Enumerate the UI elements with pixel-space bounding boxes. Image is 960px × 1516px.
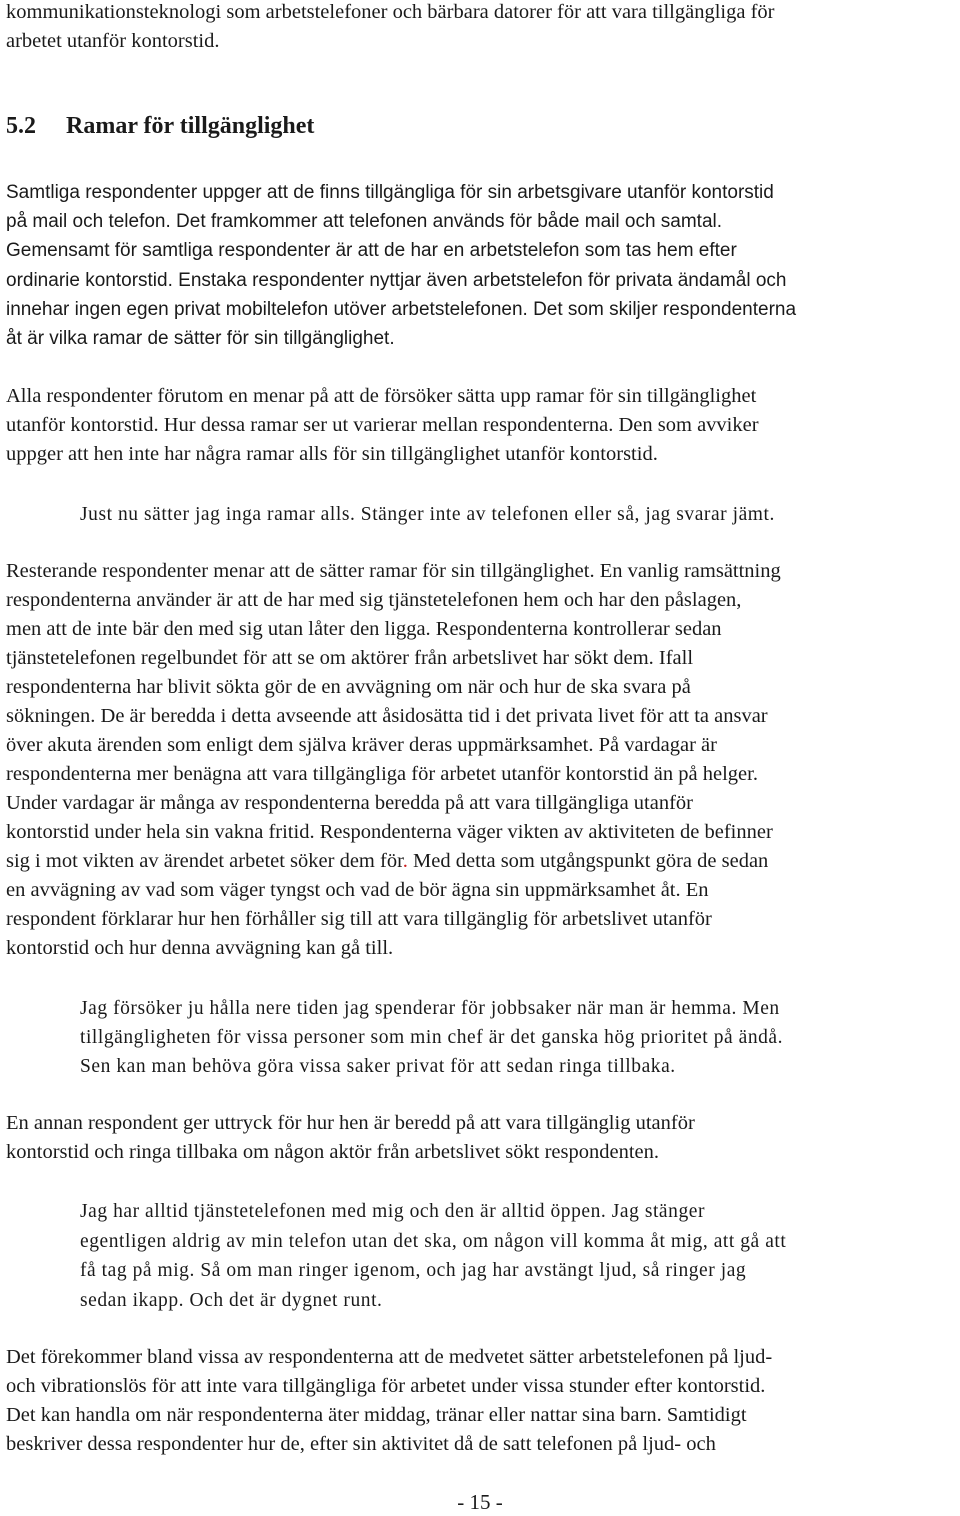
text-line: Alla respondenter förutom en menar på att de försöker sätta upp ramar för sin tillgänglighet [6,385,757,407]
text-line: Det förekommer bland vissa av respondenterna att de medvetet sätter arbetstelefonen på ljud- [6,1346,773,1368]
section-heading [6,110,314,142]
text-line: åt är vilka ramar de sätter för sin tillgänglighet. [6,328,395,349]
text-line: respondenterna mer benägna att vara tillgängliga för arbetet utanför kontorstid än på helger. [6,763,758,785]
text-segment: Med detta som utgångspunkt göra de sedan [407,850,769,872]
text-line: Resterande respondenter menar att de sätter ramar för sin tillgänglighet. En vanlig ramsättning [6,560,781,582]
text-line: Gemensamt för samtliga respondenter är att de har en arbetstelefon som tas hem efter [6,240,737,261]
quote-line: Jag har alltid tjänstetelefonen med mig och den är alltid öppen. Jag stänger [80,1201,705,1222]
text-line: en avvägning av vad som väger tyngst och vad de bör ägna sin uppmärksamhet åt. En [6,879,709,901]
text-line: sökningen. De är beredda i detta avseende att åsidosätta tid i det privata livet för att ta ansvar [6,705,768,727]
text-line: kontorstid och ringa tillbaka om någon aktör från arbetslivet sökt respondenten. [6,1141,659,1163]
quote-line: Jag försöker ju hålla nere tiden jag spenderar för jobbsaker när man är hemma. Men [80,998,780,1019]
quote-line: Just nu sätter jag inga ramar alls. Stänger inte av telefonen eller så, jag svarar jämt. [80,504,775,525]
text-line: En annan respondent ger uttryck för hur hen är beredd på att vara tillgänglig utanför [6,1112,695,1134]
text-line: utanför kontorstid. Hur dessa ramar ser ut varierar mellan respondenterna. Den som avviker [6,414,759,436]
text-line: kontorstid och hur denna avvägning kan gå till. [6,937,394,959]
text-line: beskriver dessa respondenter hur de, efter sin aktivitet då de satt telefonen på ljud- och [6,1433,716,1455]
text-line: kontorstid under hela sin vakna fritid. Respondenterna väger vikten av aktiviteten de befinner [6,821,773,843]
text-line: arbetet utanför kontorstid. [6,30,220,52]
text-line: respondenterna använder är att de har med sig tjänstetelefonen hem och har den påslagen, [6,589,742,611]
highlighted-period: . [402,850,408,872]
text-line: ordinarie kontorstid. Enstaka respondenter nyttjar även arbetstelefon för privata ändamål och [6,270,787,291]
text-line: kommunikationsteknologi som arbetstelefoner och bärbara datorer för att vara tillgängliga för [6,1,775,23]
text-line: över akuta ärenden som enligt dem själva kräver deras uppmärksamhet. På vardagar är [6,734,717,756]
text-line: tjänstetelefonen regelbundet för att se om aktörer från arbetslivet har sökt dem. Ifall [6,647,694,669]
text-line: respondent förklarar hur hen förhåller sig till att vara tillgänglig för arbetslivet utanför [6,908,712,930]
text-line: och vibrationslös för att inte vara tillgängliga för arbetet under vissa stunder efter kontorstid. [6,1375,766,1397]
section-number: 5.2 [6,113,36,139]
text-line: uppger att hen inte har några ramar alls för sin tillgänglighet utanför kontorstid. [6,443,658,465]
text-line: innehar ingen egen privat mobiltelefon utöver arbetstelefonen. Det som skiljer respondenterna [6,299,797,320]
quote-line: Sen kan man behöva göra vissa saker privat för att sedan ringa tillbaka. [80,1056,676,1077]
quote-line: egentligen aldrig av min telefon utan det ska, om någon vill komma åt mig, att gå att [80,1231,787,1252]
section-title: Ramar för tillgänglighet [66,113,315,139]
page-number: - 15 - [457,1490,503,1514]
text-line [6,847,768,876]
text-line: men att de inte bär den med sig utan låter den ligga. Respondenterna kontrollerar sedan [6,618,722,640]
text-segment: sig i mot vikten av ärendet arbetet söker dem för [6,850,403,872]
text-line: respondenterna har blivit sökta gör de en avvägning om när och hur de ska svara på [6,676,691,698]
text-line: Det kan handla om när respondenterna äter middag, tränar eller nattar sina barn. Samtidigt [6,1404,747,1426]
text-line: Samtliga respondenter uppger att de finns tillgängliga för sin arbetsgivare utanför kontorstid [6,182,774,203]
text-line: Under vardagar är många av respondenterna beredda på att vara tillgängliga utanför [6,792,694,814]
quote-line: få tag på mig. Så om man ringer igenom, och jag har avstängt ljud, så ringer jag [80,1260,747,1281]
quote-line: sedan ikapp. Och det är dygnet runt. [80,1290,383,1311]
text-line: på mail och telefon. Det framkommer att telefonen används för både mail och samtal. [6,211,723,232]
quote-line: tillgängligheten för vissa personer som min chef är det ganska hög prioritet på ändå. [80,1027,784,1048]
